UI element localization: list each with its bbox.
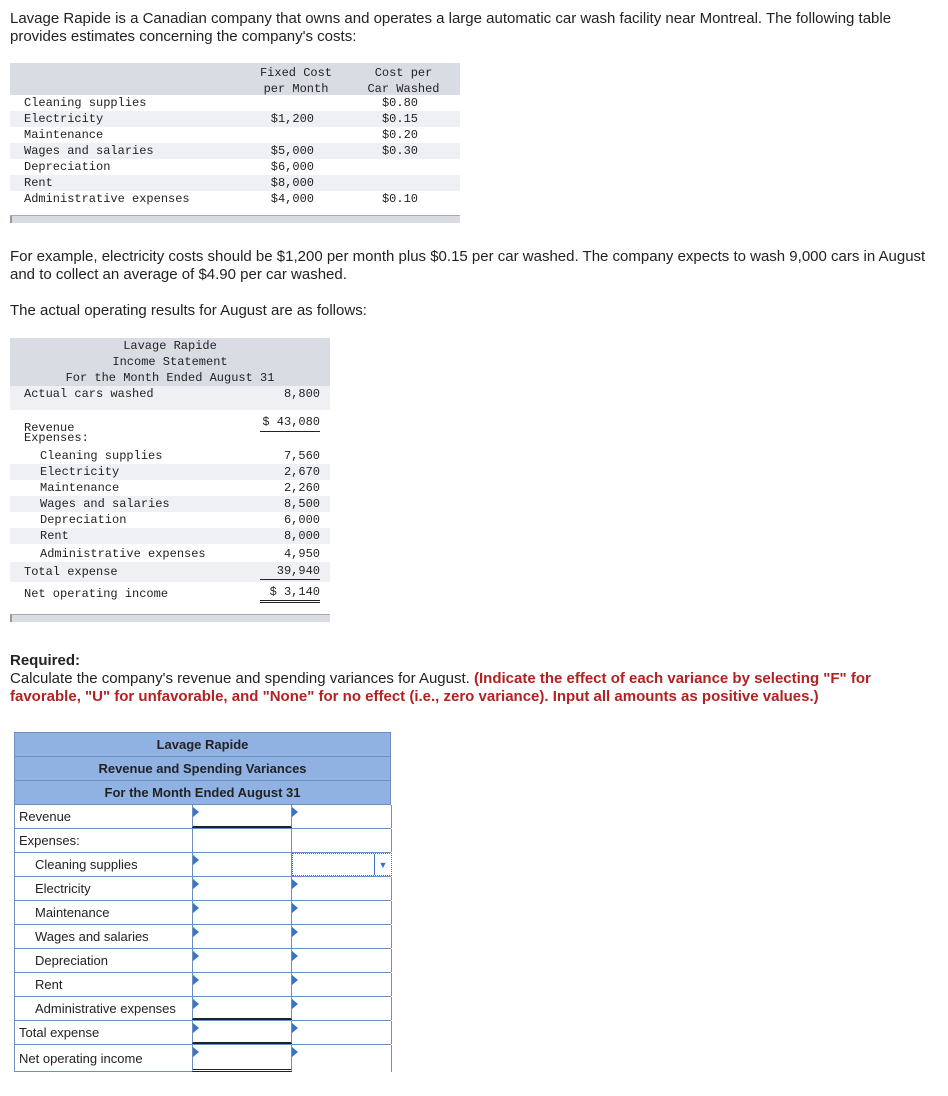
fixed-cost-header: Fixed Cost per Month — [259, 66, 332, 96]
variance-table — [14, 732, 392, 1072]
total-expense-effect-select[interactable] — [292, 1021, 392, 1044]
admin-amount-input[interactable] — [192, 997, 292, 1020]
table-divider — [10, 215, 460, 223]
expense-row: Depreciation 6,000 — [40, 513, 320, 527]
rent-amount-input[interactable] — [192, 973, 292, 996]
required-section — [10, 652, 930, 706]
expenses-blank-cell — [192, 829, 292, 852]
cost-row: Cleaning supplies $0.80 — [24, 96, 418, 110]
input-marker-icon — [292, 903, 298, 913]
depreciation-effect-select[interactable] — [292, 949, 392, 972]
net-income-effect-select[interactable] — [292, 1045, 392, 1072]
depreciation-amount-input[interactable] — [192, 949, 292, 972]
actual-intro-text: The actual operating results for August are as follows: — [10, 302, 367, 319]
input-marker-icon — [193, 999, 199, 1009]
example-text: For example, electricity costs should be $1,200 per month plus $0.15 per car washed. The company expects to wash 9,000 cars in August and to collect an average of $4.90 per car washed. — [10, 248, 926, 283]
electricity-amount-input[interactable] — [192, 877, 292, 900]
revenue-amount-input[interactable] — [192, 805, 292, 828]
cost-row: Maintenance $0.20 — [24, 128, 418, 142]
electricity-effect-select[interactable] — [292, 877, 392, 900]
variance-title-period: For the Month Ended August 31 — [14, 780, 391, 804]
revenue-row: Revenue $ 43,080 — [24, 415, 320, 435]
intro-text: Lavage Rapide is a Canadian company that owns and operates a large automatic car wash facility near Montreal. The following table provides estimates concerning the company's costs: — [10, 10, 892, 45]
company-name: Lavage Rapide — [123, 339, 217, 353]
required-instruction: (Indicate the effect of each variance by selecting "F" for favorable, "U" for unfavorable, and "None" for no effect (i.e., zero variance). Input all amounts as positive values.) — [10, 670, 871, 705]
variance-row-maintenance: Maintenance — [14, 900, 391, 924]
variable-cost-header: Cost per Car Washed — [367, 66, 440, 96]
input-marker-icon — [292, 879, 298, 889]
wages-effect-select[interactable] — [292, 925, 392, 948]
expense-row: Wages and salaries 8,500 — [10, 496, 330, 512]
variance-row-cleaning-supplies: Cleaning supplies ▼ — [14, 852, 391, 876]
expenses-blank-cell — [292, 829, 392, 852]
input-marker-icon — [292, 975, 298, 985]
cleaning-supplies-effect-select[interactable] — [292, 853, 392, 876]
cost-row: Administrative expenses $4,000 $0.10 — [24, 192, 418, 206]
required-text: Calculate the company's revenue and spending variances for August. — [10, 670, 470, 687]
statement-name: Income Statement — [112, 355, 228, 369]
expense-row: Rent 8,000 — [10, 528, 330, 544]
dropdown-arrow-icon[interactable]: ▼ — [374, 854, 391, 875]
variance-row-depreciation: Depreciation — [14, 948, 391, 972]
input-marker-icon — [193, 951, 199, 961]
variance-title-company: Lavage Rapide — [14, 732, 391, 756]
input-marker-icon — [292, 1047, 298, 1057]
input-marker-icon — [193, 975, 199, 985]
expenses-label-row: Expenses: — [24, 431, 89, 445]
variance-title-name: Revenue and Spending Variances — [14, 756, 391, 780]
input-marker-icon — [193, 879, 199, 889]
income-statement-header — [10, 338, 330, 386]
expense-row: Cleaning supplies 7,560 — [40, 449, 320, 463]
total-expense-row: Total expense 39,940 — [10, 562, 330, 582]
input-marker-icon — [193, 927, 199, 937]
statement-period: For the Month Ended August 31 — [65, 371, 275, 385]
wages-amount-input[interactable] — [192, 925, 292, 948]
input-marker-icon — [193, 1047, 199, 1057]
net-income-amount-input[interactable] — [192, 1045, 292, 1072]
total-expense-amount-input[interactable] — [192, 1021, 292, 1044]
variance-row-wages: Wages and salaries — [14, 924, 391, 948]
expense-row: Administrative expenses 4,950 — [40, 547, 320, 561]
cost-row: Electricity $1,200 $0.15 — [10, 111, 460, 127]
input-marker-icon — [292, 1023, 298, 1033]
cost-row: Wages and salaries $5,000 $0.30 — [10, 143, 460, 159]
variance-row-revenue: Revenue — [14, 804, 391, 828]
expense-row: Maintenance 2,260 — [40, 481, 320, 495]
input-marker-icon — [292, 951, 298, 961]
required-heading: Required: — [10, 652, 81, 669]
net-income-row: Net operating income $ 3,140 — [24, 585, 320, 601]
revenue-effect-select[interactable] — [292, 805, 392, 828]
cleaning-supplies-amount-input[interactable] — [192, 853, 292, 876]
table-divider — [10, 614, 330, 622]
variance-row-admin: Administrative expenses — [14, 996, 391, 1020]
cost-row: Depreciation $6,000 — [24, 160, 314, 174]
maintenance-effect-select[interactable] — [292, 901, 392, 924]
cost-table-header — [10, 63, 460, 95]
input-marker-icon — [193, 855, 199, 865]
input-marker-icon — [292, 807, 298, 817]
cost-row: Rent $8,000 — [10, 175, 460, 191]
cost-estimates-table — [10, 63, 460, 223]
variance-row-electricity: Electricity — [14, 876, 391, 900]
admin-effect-select[interactable] — [292, 997, 392, 1020]
variance-row-expenses: Expenses: — [14, 828, 391, 852]
rent-effect-select[interactable] — [292, 973, 392, 996]
input-marker-icon — [193, 903, 199, 913]
income-statement — [10, 338, 330, 622]
input-marker-icon — [292, 999, 298, 1009]
input-marker-icon — [292, 927, 298, 937]
cars-washed-row: Actual cars washed 8,800 — [10, 386, 330, 402]
input-marker-icon — [193, 1023, 199, 1033]
maintenance-amount-input[interactable] — [192, 901, 292, 924]
input-marker-icon — [193, 807, 199, 817]
variance-row-rent: Rent — [14, 972, 391, 996]
variance-row-net-income: Net operating income — [14, 1044, 391, 1072]
variance-row-total-expense: Total expense — [14, 1020, 391, 1044]
expense-row: Electricity 2,670 — [10, 464, 330, 480]
